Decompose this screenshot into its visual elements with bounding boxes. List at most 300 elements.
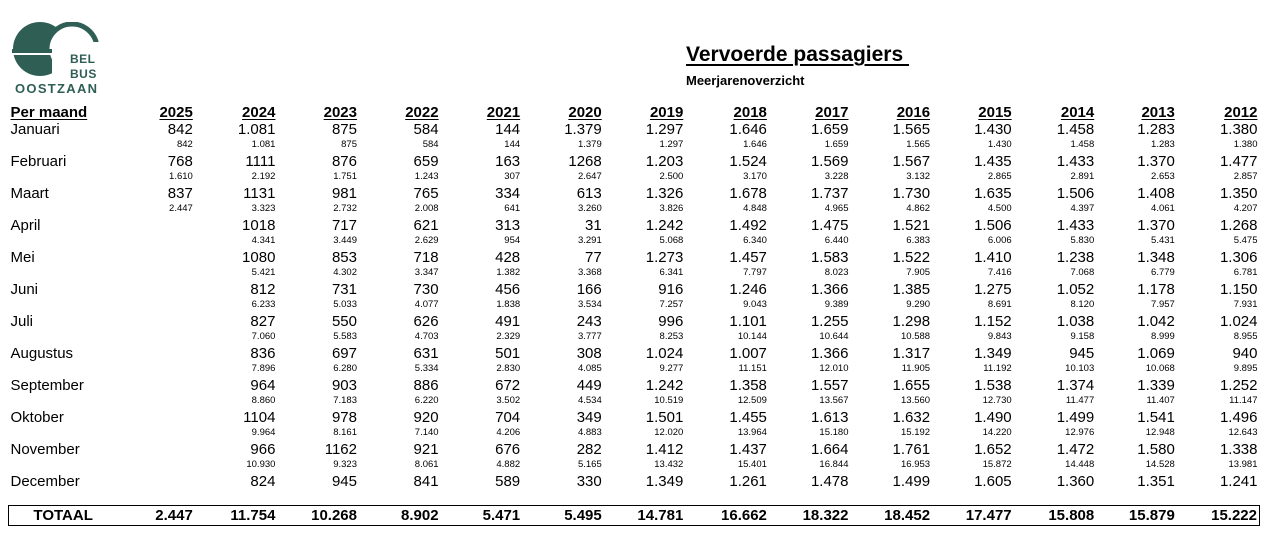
month-cell [604,441,686,473]
cumulative-value: 4.500 [987,203,1012,214]
month-cell [604,249,686,281]
year-header: 2017 [815,104,849,121]
month-label: Juni [10,281,39,298]
cumulative-value: 2.865 [987,171,1012,182]
monthly-value: 1.437 [729,441,767,458]
monthly-value: 1.255 [810,313,849,330]
monthly-value: 77 [585,249,602,266]
month-cell [932,249,1014,281]
cumulative-value: 3.449 [333,235,357,246]
total-value: 16.662 [685,506,769,526]
monthly-value: 1.069 [1137,345,1175,362]
month-cell [441,409,523,441]
month-cell [1177,473,1260,506]
cumulative-value: 14.220 [982,427,1012,438]
cumulative-value: 10.930 [246,459,276,470]
monthly-value [119,345,193,363]
month-cell [277,441,359,473]
table-row [9,473,1260,506]
cumulative-value: 11.905 [901,363,931,374]
table-row [9,121,1260,153]
month-cell [359,441,441,473]
cumulative-value: 8.023 [824,267,849,278]
month-cell [195,473,278,506]
cumulative-value: 1.382 [496,267,521,278]
cumulative-value [195,491,276,502]
month-cell [195,313,278,345]
cumulative-value: 6.341 [659,267,684,278]
month-cell [277,249,359,281]
month-cell [932,313,1014,345]
cumulative-value [932,491,1012,502]
cumulative-value: 2.830 [496,363,521,374]
month-cell [769,185,851,217]
monthly-value: 1.569 [810,153,849,170]
cumulative-value: 3.228 [824,171,849,182]
month-cell [441,281,523,313]
month-cell [522,153,604,185]
monthly-value: 282 [576,441,602,458]
monthly-value: 827 [250,313,276,330]
month-cell [522,409,604,441]
monthly-value: 1.506 [1056,185,1095,202]
monthly-value: 697 [331,345,357,362]
cumulative-value: 2.008 [414,203,439,214]
monthly-value: 1.370 [1137,217,1175,234]
month-cell [850,345,932,377]
cumulative-value: 875 [341,139,357,150]
month-cell [1177,313,1260,345]
month-cell [1096,281,1177,313]
logo-text-bus: BUS [70,67,97,81]
month-cell [359,345,441,377]
month-cell [1014,345,1097,377]
month-cell [1096,473,1177,506]
monthly-value: 1.433 [1056,217,1095,234]
month-cell [359,121,441,153]
month-cell [685,409,769,441]
month-cell [441,313,523,345]
month-cell [1014,313,1097,345]
month-cell [769,121,851,153]
total-value: 17.477 [932,506,1014,526]
page-subtitle: Meerjarenoverzicht [686,73,805,88]
monthly-value: 717 [331,217,357,234]
month-cell [119,345,195,377]
monthly-value: 1.178 [1137,281,1175,298]
month-cell [685,313,769,345]
monthly-value: 1.492 [729,217,767,234]
monthly-value: 1.385 [892,281,931,298]
month-label: April [10,217,41,234]
cumulative-value: 6.280 [333,363,357,374]
monthly-value: 836 [250,345,276,362]
cumulative-value: 5.830 [1070,235,1095,246]
monthly-value: 1.496 [1219,409,1258,426]
cumulative-value: 2.891 [1070,171,1095,182]
monthly-value: 1.042 [1137,313,1175,330]
cumulative-value: 7.068 [1070,267,1095,278]
monthly-value: 589 [495,473,521,490]
month-cell [359,473,441,506]
cumulative-value: 5.334 [414,363,439,374]
total-value: 10.268 [277,506,359,526]
month-cell [195,281,278,313]
month-cell [769,409,851,441]
monthly-value: 964 [250,377,276,394]
cumulative-value: 10.068 [1145,363,1175,374]
monthly-value: 1.524 [729,153,767,170]
monthly-value: 812 [250,281,276,298]
month-cell [685,121,769,153]
monthly-value: 841 [413,473,439,490]
month-cell [850,409,932,441]
month-cell [441,217,523,249]
monthly-value: 1.366 [810,281,849,298]
monthly-value: 920 [413,409,439,426]
month-cell [359,313,441,345]
month-cell [850,313,932,345]
monthly-value: 1.506 [974,217,1012,234]
monthly-value: 163 [495,153,521,170]
cumulative-value: 9.895 [1233,363,1258,374]
month-cell [277,185,359,217]
cumulative-value [1177,491,1258,502]
cumulative-value: 9.043 [743,299,767,310]
month-cell [119,377,195,409]
month-cell [604,345,686,377]
month-cell [685,345,769,377]
cumulative-value [604,491,684,502]
cumulative-value: 13.432 [654,459,684,470]
monthly-value: 1.038 [1056,313,1095,330]
monthly-value: 1.652 [974,441,1012,458]
monthly-value: 449 [576,377,602,394]
cumulative-value: 7.957 [1151,299,1175,310]
month-cell [685,217,769,249]
cumulative-value: 10.144 [737,331,767,342]
monthly-value: 966 [250,441,276,458]
monthly-value: 837 [167,185,193,202]
total-value: 15.808 [1014,506,1097,526]
cumulative-value: 15.180 [819,427,849,438]
cumulative-value: 6.781 [1233,267,1258,278]
monthly-value: 1111 [245,153,276,170]
cumulative-value: 15.401 [737,459,767,470]
year-header: 2018 [733,104,767,121]
cumulative-value: 5.583 [333,331,357,342]
cumulative-value [119,267,193,278]
cumulative-value: 14.448 [1065,459,1095,470]
month-cell [1096,441,1177,473]
month-cell [195,409,278,441]
month-cell [1014,217,1097,249]
total-value: 8.902 [359,506,441,526]
monthly-value: 1.435 [974,153,1012,170]
cumulative-value: 9.158 [1070,331,1095,342]
cumulative-value: 11.407 [1146,395,1175,406]
cumulative-value: 7.183 [333,395,357,406]
monthly-value: 1.338 [1219,441,1258,458]
month-cell [769,217,851,249]
cumulative-value [119,395,193,406]
monthly-value: 978 [331,409,357,426]
monthly-value: 1.499 [1056,409,1095,426]
cumulative-value [769,491,849,502]
monthly-value: 730 [413,281,439,298]
monthly-value: 875 [331,121,357,138]
year-header: 2020 [568,104,602,121]
year-header: 2025 [159,104,193,121]
month-label: Juli [10,313,34,330]
month-cell [119,473,195,506]
monthly-value: 626 [413,313,439,330]
cumulative-value: 2.192 [251,171,276,182]
monthly-value: 1.152 [974,313,1012,330]
monthly-value: 1.605 [974,473,1012,490]
table-row [9,313,1260,345]
month-cell [1177,441,1260,473]
cumulative-value: 8.691 [987,299,1012,310]
cumulative-value: 9.964 [251,427,276,438]
monthly-value: 1.351 [1137,473,1175,490]
cumulative-value: 13.567 [819,395,849,406]
month-cell [1014,153,1097,185]
cumulative-value: 13.981 [1228,459,1258,470]
monthly-value: 768 [167,153,193,170]
cumulative-value [119,331,193,342]
monthly-value: 945 [331,473,357,490]
cumulative-value: 2.629 [414,235,439,246]
month-label: Mei [10,249,35,266]
cumulative-value: 584 [422,139,439,150]
cumulative-value: 4.207 [1233,203,1258,214]
cumulative-value: 144 [504,139,521,150]
monthly-value: 1.565 [892,121,931,138]
month-cell [522,249,604,281]
month-label: Februari [10,153,67,170]
passenger-table [8,101,1260,526]
monthly-value: 1.583 [810,249,849,266]
monthly-value: 765 [413,185,439,202]
monthly-value [119,281,193,299]
month-cell [1177,377,1260,409]
monthly-value: 584 [413,121,439,138]
total-value: 18.452 [850,506,932,526]
cumulative-value: 10.644 [819,331,849,342]
month-cell [1096,217,1177,249]
cumulative-value: 1.646 [743,139,767,150]
month-cell [932,441,1014,473]
monthly-value: 916 [658,281,684,298]
monthly-value: 621 [413,217,439,234]
cumulative-value: 3.132 [906,171,931,182]
monthly-value [119,377,193,395]
cumulative-value: 3.323 [251,203,276,214]
cumulative-value: 9.389 [824,299,849,310]
cumulative-value: 15.192 [901,427,931,438]
month-cell [195,217,278,249]
month-cell [1177,153,1260,185]
monthly-value: 1.730 [892,185,931,202]
cumulative-value: 1.751 [333,171,357,182]
table-row [9,249,1260,281]
cumulative-value: 5.475 [1233,235,1258,246]
month-cell [359,377,441,409]
monthly-value: 1.632 [892,409,931,426]
total-row [9,506,1260,526]
month-cell [1096,377,1177,409]
monthly-value: 1.238 [1056,249,1095,266]
monthly-value: 1.567 [892,153,931,170]
month-cell [604,121,686,153]
month-cell [932,153,1014,185]
month-cell [1096,249,1177,281]
total-value: 15.222 [1177,506,1260,526]
monthly-value: 1.737 [810,185,849,202]
monthly-value: 1.458 [1056,121,1095,138]
cumulative-value: 6.440 [824,235,849,246]
month-cell [685,377,769,409]
cumulative-value: 11.192 [983,363,1012,374]
monthly-value: 144 [495,121,521,138]
month-cell [1096,153,1177,185]
cumulative-value: 8.161 [333,427,357,438]
cumulative-value: 8.120 [1070,299,1095,310]
month-cell [195,441,278,473]
cumulative-value [685,491,767,502]
monthly-value: 1.283 [1137,121,1175,138]
cumulative-value [522,491,602,502]
month-cell [441,153,523,185]
cumulative-value: 4.883 [577,427,602,438]
monthly-value: 1.655 [892,377,931,394]
month-cell [769,441,851,473]
cumulative-value: 3.170 [743,171,767,182]
month-cell [850,153,932,185]
monthly-value: 659 [413,153,439,170]
cumulative-value: 4.848 [743,203,767,214]
monthly-value: 1.370 [1137,153,1175,170]
month-cell [195,249,278,281]
cumulative-value: 8.955 [1233,331,1258,342]
cumulative-value: 13.964 [737,427,767,438]
monthly-value [119,473,193,491]
monthly-value: 1.358 [729,377,767,394]
month-cell [1177,409,1260,441]
month-cell [277,281,359,313]
month-cell [1096,345,1177,377]
monthly-value: 1.052 [1056,281,1095,298]
monthly-value: 876 [331,153,357,170]
month-cell [359,153,441,185]
cumulative-value: 4.862 [906,203,931,214]
month-cell [604,473,686,506]
monthly-value [119,249,193,267]
logo-text-bel: BEL [70,52,96,66]
cumulative-value [119,363,193,374]
table-header-row [9,101,1260,121]
table-row [9,409,1260,441]
month-cell [769,153,851,185]
cumulative-value: 14.528 [1145,459,1175,470]
belbus-logo [12,22,104,96]
monthly-value: 1.613 [810,409,849,426]
month-cell [119,441,195,473]
month-cell [932,217,1014,249]
cumulative-value: 1.430 [987,139,1012,150]
cumulative-value: 3.534 [577,299,602,310]
cumulative-value: 307 [504,171,521,182]
month-label: December [10,473,80,490]
month-cell [359,249,441,281]
cumulative-value: 12.509 [737,395,767,406]
monthly-value: 1.490 [974,409,1012,426]
cumulative-value [119,427,193,438]
monthly-value: 1.472 [1056,441,1095,458]
year-header: 2012 [1224,104,1258,121]
month-cell [932,377,1014,409]
month-label: November [10,441,80,458]
month-cell [769,281,851,313]
cumulative-value: 9.277 [659,363,684,374]
year-header: 2014 [1060,104,1095,121]
cumulative-value: 12.020 [654,427,684,438]
month-cell [277,377,359,409]
row-header-label: Per maand [10,104,88,121]
cumulative-value [119,491,193,502]
month-cell [604,153,686,185]
cumulative-value: 3.291 [577,235,602,246]
cumulative-value: 3.777 [577,331,602,342]
cumulative-value: 3.502 [496,395,521,406]
monthly-value: 1018 [242,217,276,234]
month-cell [277,313,359,345]
monthly-value: 1.646 [729,121,767,138]
cumulative-value: 5.421 [251,267,276,278]
monthly-value: 1.275 [974,281,1012,298]
monthly-value: 1.306 [1219,249,1258,266]
logo-text-oostzaan: OOSTZAAN [15,81,99,96]
monthly-value: 1.348 [1137,249,1175,266]
month-cell [850,185,932,217]
month-cell [195,185,278,217]
month-cell [604,377,686,409]
total-value: 5.471 [441,506,523,526]
cumulative-value: 842 [176,139,193,150]
cumulative-value: 2.732 [333,203,357,214]
cumulative-value: 2.500 [659,171,684,182]
total-value: 14.781 [604,506,686,526]
cumulative-value: 2.329 [496,331,521,342]
monthly-value: 1.261 [729,473,767,490]
monthly-value: 1.024 [1219,313,1258,330]
total-label: TOTAAL [9,506,120,526]
month-cell [441,345,523,377]
monthly-value: 330 [576,473,602,490]
cumulative-value: 2.857 [1233,171,1258,182]
monthly-value: 1.499 [892,473,931,490]
cumulative-value: 6.779 [1151,267,1175,278]
monthly-value: 1.350 [1219,185,1258,202]
month-cell [522,313,604,345]
cumulative-value: 4.061 [1151,203,1175,214]
monthly-value: 1.457 [729,249,767,266]
month-cell [1096,313,1177,345]
monthly-value: 1.150 [1219,281,1258,298]
cumulative-value: 4.302 [333,267,357,278]
cumulative-value: 641 [504,203,521,214]
